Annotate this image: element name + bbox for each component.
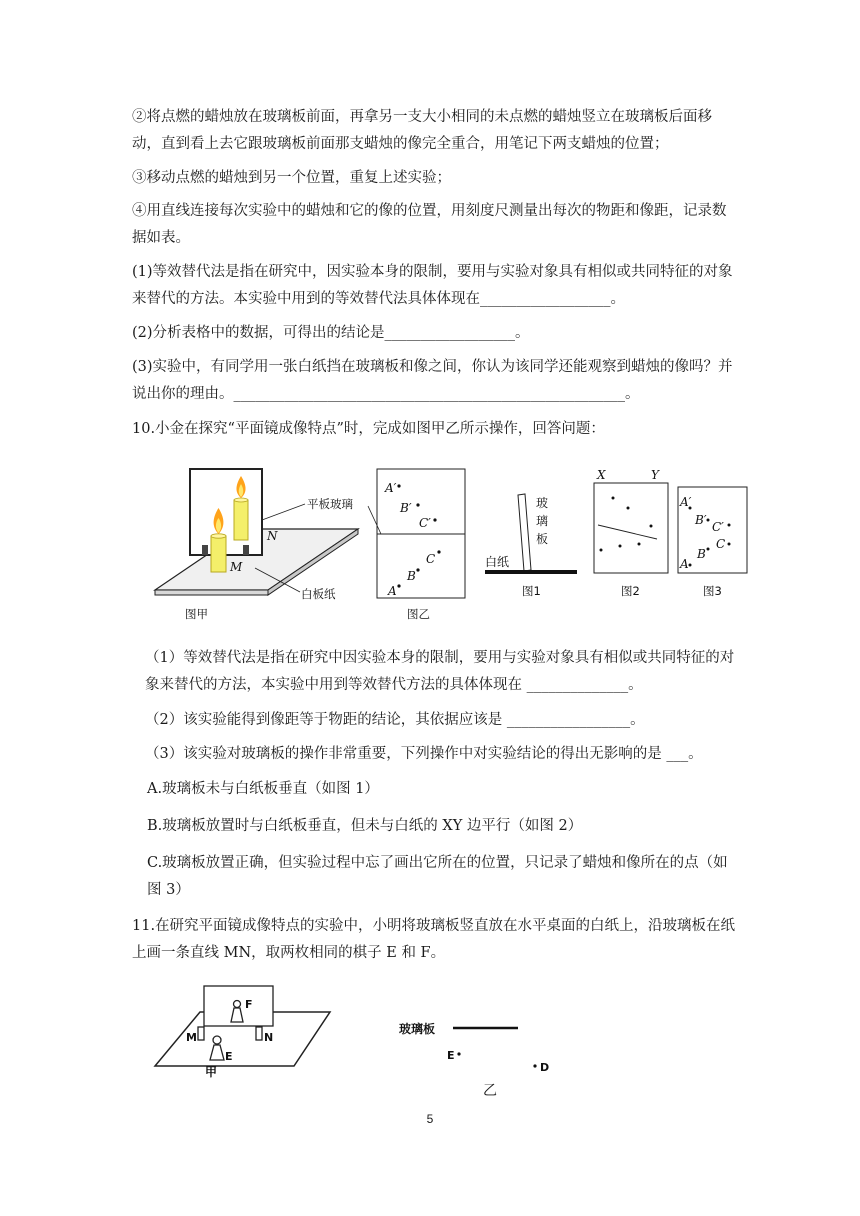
- q11-fig-yi: [399, 1021, 549, 1074]
- fig-1: [485, 494, 577, 598]
- q9-part2: (2)分析表格中的数据，可得出的结论是__________________。: [132, 325, 530, 341]
- q11-yi-e-label: E: [447, 1049, 455, 1062]
- q9-part3: (3)实验中，有同学用一张白纸挡在玻璃板和像之间，你认为该同学还能观察到蜡烛的像吗？并说出你的理由。______________________________________________________。: [132, 359, 733, 402]
- fig-3: [678, 487, 747, 598]
- yi-label-c-prime: C′: [419, 516, 431, 530]
- yi-label-a-prime: A′: [385, 481, 397, 495]
- yi-label-c: C: [426, 552, 436, 566]
- point-c-prime: [433, 518, 436, 521]
- point-a-prime: [397, 484, 400, 487]
- point-a: [397, 584, 400, 587]
- point-b: [416, 568, 419, 571]
- q10-option-c: C.玻璃板放置正确，但实验过程中忘了画出它所在的位置，只记录了蜡烛和像所在的点（如图 3）: [147, 855, 728, 898]
- fig1-glass-char-2: 璃: [536, 514, 549, 528]
- q10-figures: [145, 462, 755, 621]
- q11-jia-f-label: F: [245, 998, 253, 1011]
- fig-jia-m-label: M: [230, 560, 243, 574]
- point-c: [437, 550, 440, 553]
- fig3-caption: 图3: [703, 584, 722, 598]
- q11-jia-n-label: N: [264, 1031, 274, 1044]
- q10-part2: （2）该实验能得到像距等于物距的结论，其依据应该是 _________________。: [145, 712, 645, 728]
- q11-jia-e-label: E: [225, 1050, 233, 1063]
- q11-fig-jia: [155, 986, 330, 1079]
- fig2-y-label: Y: [651, 468, 659, 482]
- q11-figures: [150, 980, 570, 1079]
- fig3-label-b: B: [697, 547, 706, 561]
- fig-jia-glass-label: 平板玻璃: [307, 497, 353, 511]
- page-number: 5: [426, 1112, 434, 1126]
- q11-jia-caption: 甲: [205, 1065, 218, 1079]
- q10-part1: （1）等效替代法是指在研究中因实验本身的限制，要用与实验对象具有相似或共同特征的对象来替代的方法，本实验中用到等效替代方法的具体体现在 ______________。: [145, 650, 735, 693]
- fig3-label-a-prime: A′: [680, 495, 692, 509]
- fig1-glass-char-1: 玻: [536, 496, 549, 510]
- fig-yi-caption: 图乙: [407, 607, 430, 621]
- point-b-prime: [416, 503, 419, 506]
- q10-part3: （3）该实验对玻璃板的操作非常重要，下列操作中对实验结论的得出无影响的是 ___。: [145, 746, 703, 762]
- fig3-label-a: A: [680, 557, 689, 571]
- fig2-caption: 图2: [621, 584, 640, 598]
- q11-intro: 11.在研究平面镜成像特点的实验中，小明将玻璃板竖直放在水平桌面的白纸上，沿玻璃板在纸上画一条直线 MN，取两枚相同的棋子 E 和 F。: [132, 918, 736, 961]
- step-2-text: ②将点燃的蜡烛放在玻璃板前面，再拿另一支大小相同的未点燃的蜡烛竖立在玻璃板后面移动，直到看上去它跟玻璃板前面那支蜡烛的像完全重合，用笔记下两支蜡烛的位置；: [132, 109, 712, 152]
- q9-part1: (1)等效替代法是指在研究中，因实验本身的限制，要用与实验对象具有相似或共同特征的对象来替代的方法。本实验中用到的等效替代法具体体现在__________________。: [132, 264, 733, 307]
- yi-label-a: A: [388, 584, 397, 598]
- fig3-label-b-prime: B′: [695, 513, 707, 527]
- yi-label-b: B: [407, 569, 416, 583]
- q11-yi-caption: 乙: [483, 1082, 497, 1098]
- fig-yi: [368, 469, 465, 621]
- fig-jia: [155, 469, 358, 621]
- fig-jia-n-label: N: [267, 529, 278, 543]
- q10-intro: 10.小金在探究“平面镜成像特点”时，完成如图甲乙所示操作，回答问题：: [132, 421, 605, 437]
- fig1-caption: 图1: [522, 584, 541, 598]
- fig1-paper-label: 白纸: [485, 555, 510, 569]
- fig-jia-caption: 图甲: [185, 607, 208, 621]
- fig1-glass-char-3: 板: [536, 532, 549, 546]
- q11-yi-d-label: D: [540, 1061, 550, 1074]
- q10-option-a: A.玻璃板未与白纸板垂直（如图 1）: [147, 781, 379, 797]
- step-3-text: ③移动点燃的蜡烛到另一个位置，重复上述实验；: [132, 170, 451, 186]
- fig-2: [594, 468, 668, 598]
- step-4-text: ④用直线连接每次实验中的蜡烛和它的像的位置，用刻度尺测量出每次的物距和像距，记录数据如表。: [132, 203, 727, 246]
- fig3-label-c-prime: C′: [712, 520, 724, 534]
- yi-label-b-prime: B′: [400, 501, 412, 515]
- fig-jia-paper-label: 白板纸: [301, 587, 336, 601]
- q10-option-b: B.玻璃板放置时与白纸板垂直，但未与白纸的 XY 边平行（如图 2）: [147, 818, 583, 834]
- fig2-x-label: X: [597, 468, 606, 482]
- fig3-label-c: C: [716, 537, 726, 551]
- q11-yi-glass-label: 玻璃板: [399, 1022, 436, 1036]
- q11-jia-m-label: M: [186, 1031, 197, 1044]
